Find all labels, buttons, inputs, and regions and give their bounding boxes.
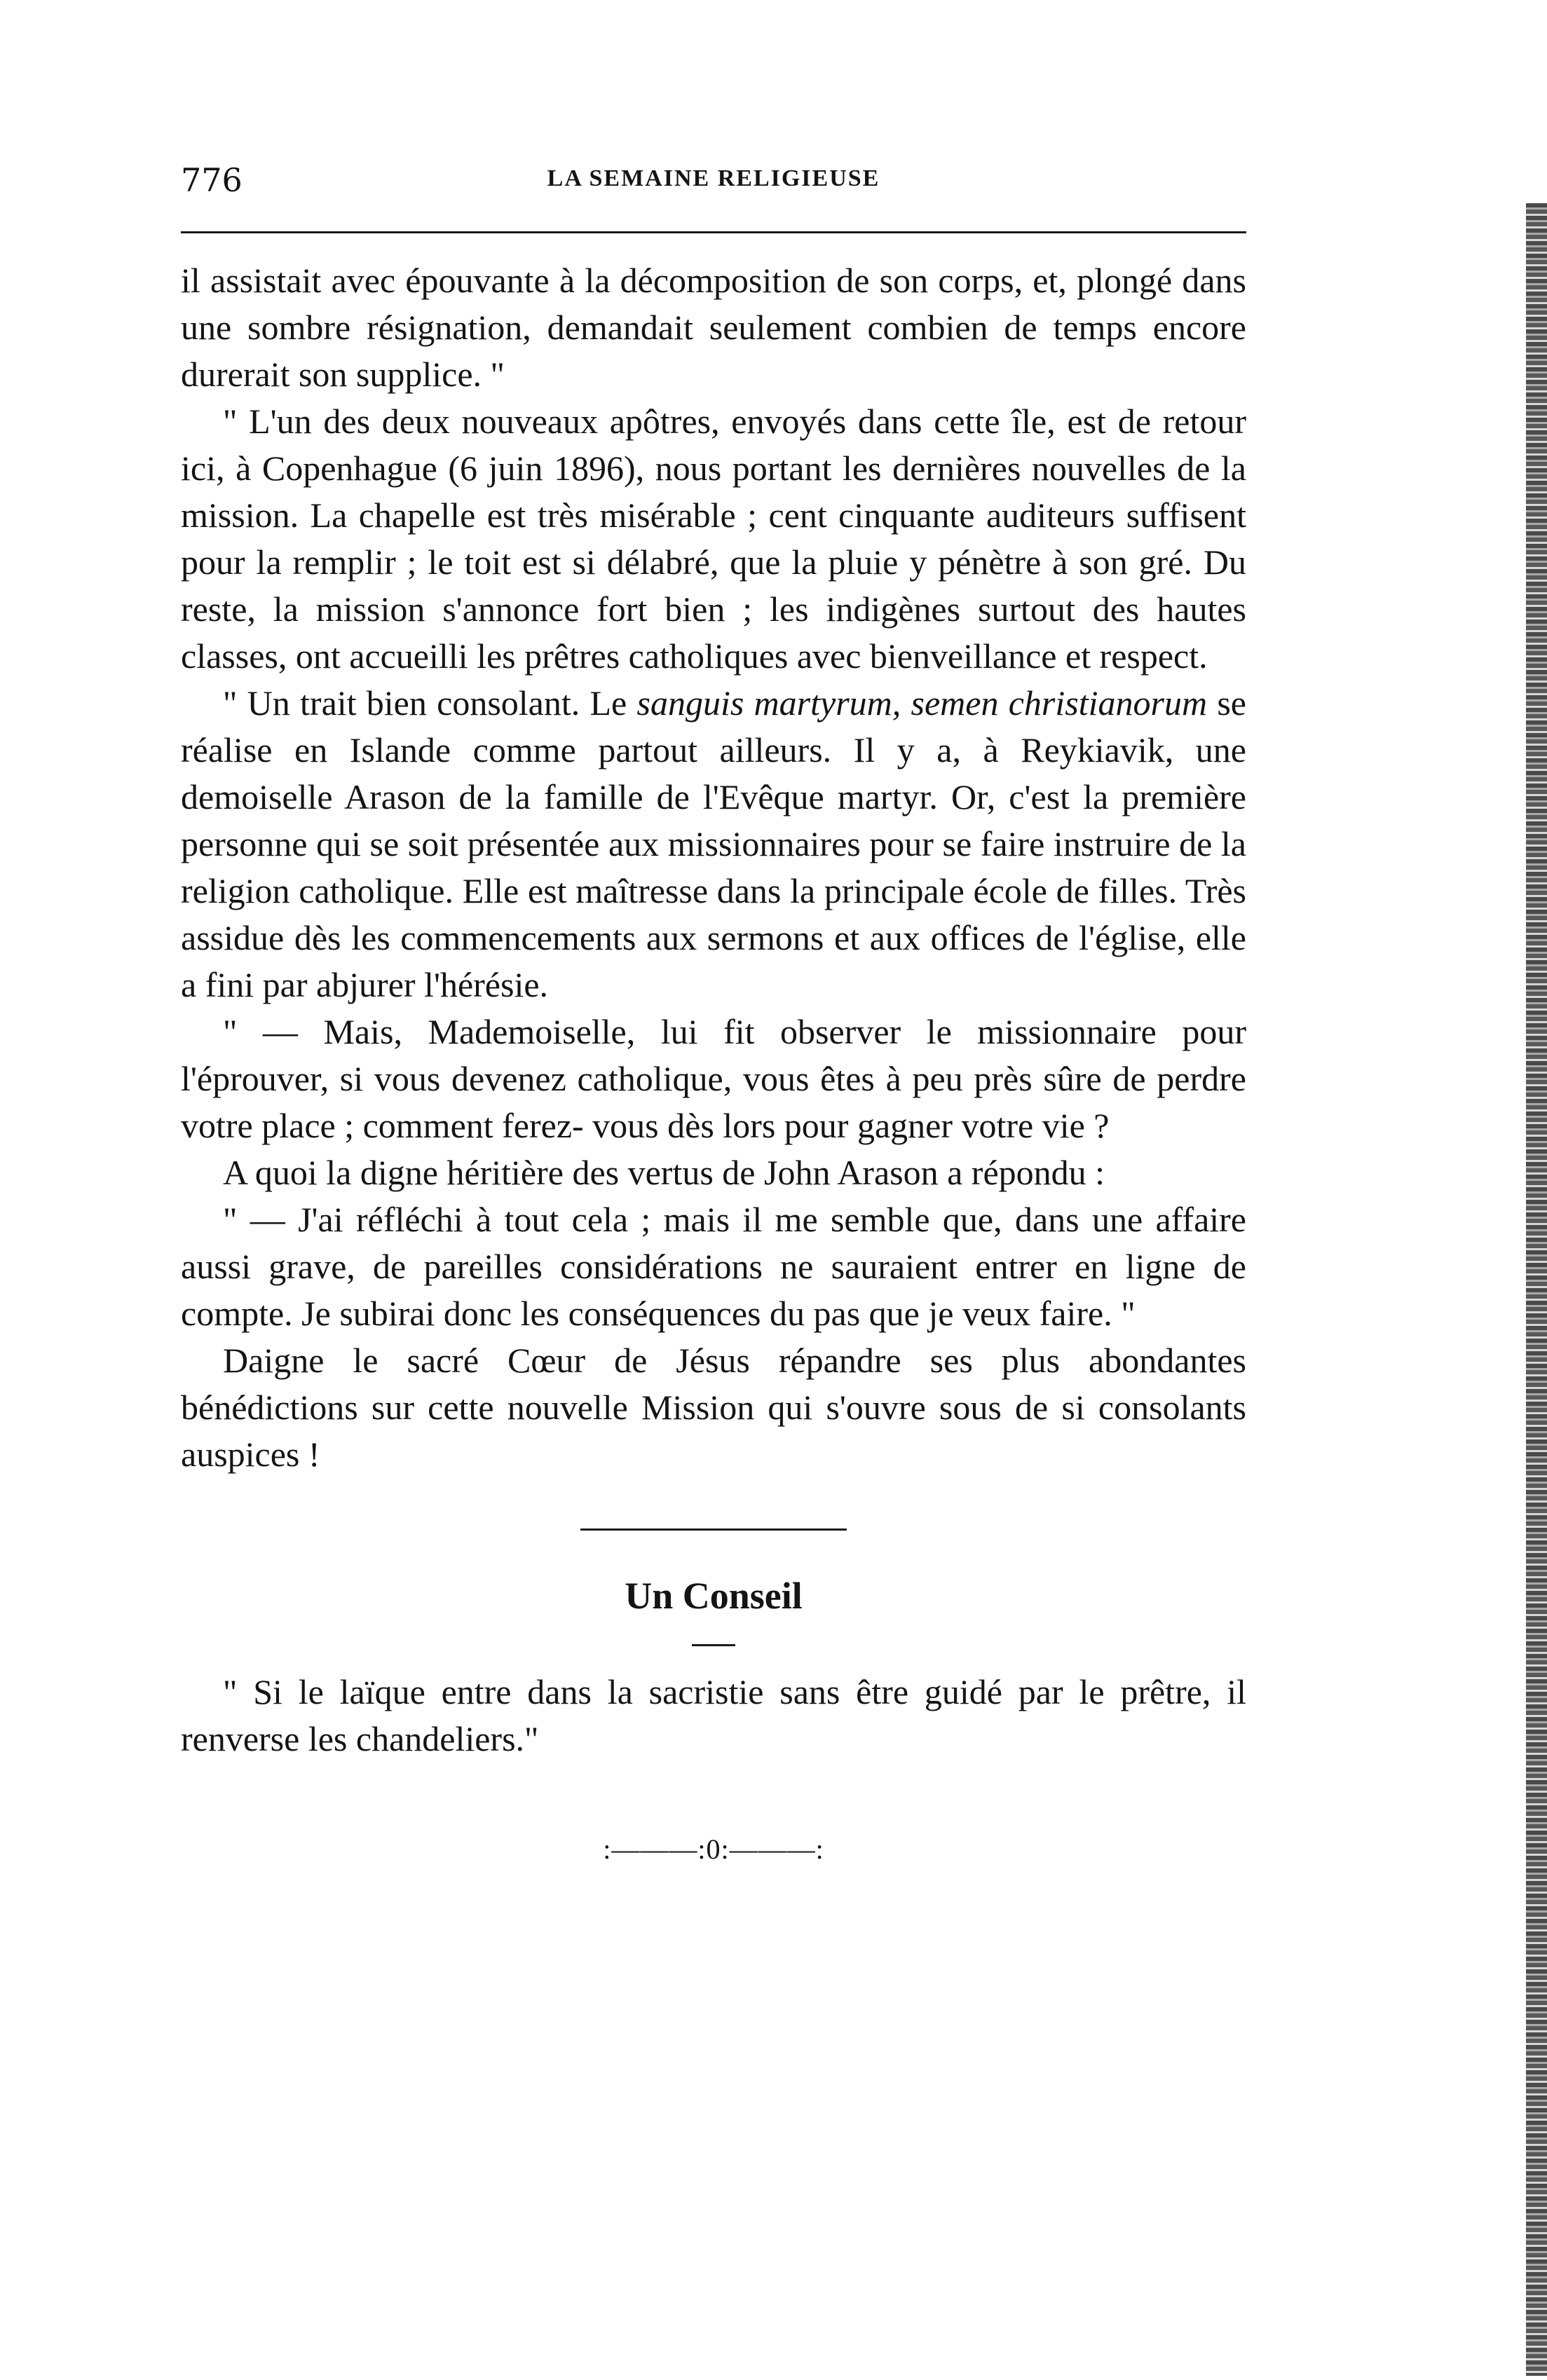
header-rule (181, 231, 1246, 233)
section-body (181, 1669, 1246, 1763)
paragraph-7: Daigne le sacré Cœur de Jésus répandre ses plus abondantes bénédictions sur cette nouvelle Mission qui s'ouvre sous de si consolants auspices ! (181, 1341, 1246, 1474)
title-underline (692, 1644, 735, 1646)
scan-edge-strip (1526, 203, 1547, 2376)
paragraph-3 (181, 680, 1246, 1008)
latin-phrase: sanguis martyrum, semen christianorum (636, 683, 1208, 723)
paragraph-3-rest: se réalise en Islande comme partout ailleurs. Il y a, à Reykiavik, une demoiselle Arason de la famille de l'Evêque martyr. Or, c'est la première personne qui se soit présentée aux missionnaires pour se faire instruire de la religion catholique. Elle est maîtresse dans la principale école de filles. Très assidue dès les commencements aux sermons et aux offices de l'église, elle a fini par abjurer l'hérésie. (181, 683, 1246, 1004)
page (181, 161, 1246, 1866)
paragraph-6: " — J'ai réfléchi à tout cela ; mais il me semble que, dans une affaire aussi grave, de pareilles considérations ne sauraient entrer en ligne de compte. Je subirai donc les conséquences du pas que je veux faire. " (181, 1200, 1246, 1333)
paragraph-1: il assistait avec épouvante à la décomposition de son corps, et, plongé dans une sombre résignation, demandait seulement combien de temps encore durerait son supplice. " (181, 261, 1246, 394)
running-head (181, 161, 1246, 210)
paragraph-3-lead: " Un trait bien consolant. Le (223, 683, 637, 723)
section-title: Un Conseil (625, 1575, 803, 1617)
paragraph-2: " L'un des deux nouveaux apôtres, envoyés dans cette île, est de retour ici, à Copenhague (6 juin 1896), nous portant les dernières nouvelles de la mission. La chapelle est très misérable ; cent cinquante auditeurs suffisent pour la remplir ; le toit est si délabré, que la pluie y pénètre à son gré. Du reste, la mission s'annonce fort bien ; les indigènes surtout des hautes classes, ont accueilli les prêtres catholiques avec bienveillance et respect. (181, 402, 1246, 676)
article-body (181, 257, 1246, 1478)
page-number: 776 (181, 161, 243, 199)
section-divider (580, 1528, 847, 1531)
paragraph-5: A quoi la digne héritière des vertus de John Arason a répondu : (223, 1153, 1105, 1192)
section-quote: " Si le laïque entre dans la sacristie sans être guidé par le prêtre, il renverse les chandeliers." (181, 1672, 1246, 1758)
header-title: LA SEMAINE RELIGIEUSE (547, 165, 880, 191)
paragraph-4: " — Mais, Mademoiselle, lui fit observer le missionnaire pour l'éprouver, si vous devenez catholique, vous êtes à peu près sûre de perdre votre place ; comment ferez- vous dès lors pour gagner votre vie ? (181, 1012, 1246, 1145)
end-ornament: :———:0:———: (603, 1833, 824, 1865)
